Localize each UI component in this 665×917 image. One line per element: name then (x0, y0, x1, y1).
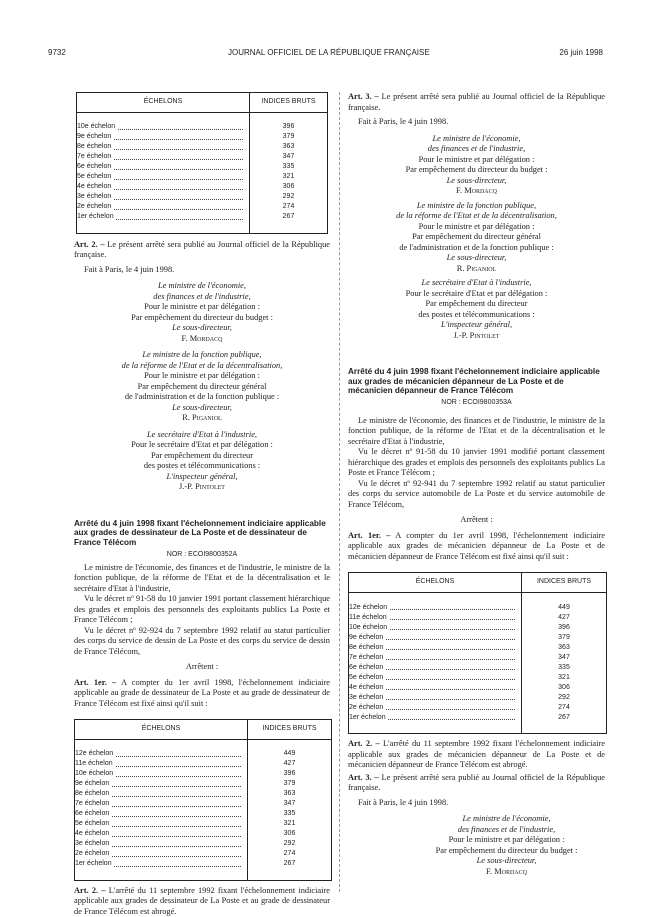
journal-title: JOURNAL OFFICIEL DE LA RÉPUBLIQUE FRANÇAISE (228, 48, 430, 57)
indice-value: 363 (248, 790, 332, 800)
signature-line: des finances et de l'industrie, (153, 291, 251, 301)
indice-value: 347 (250, 153, 328, 163)
indice-value: 335 (248, 810, 332, 820)
echelon-label: 4e échelon (75, 830, 110, 838)
table-row (77, 193, 327, 203)
visa-paragraph: Vu le décret nº 92-924 du 7 septembre 1992 relatif au statut particulier des corps du service de dessin de La Poste et des corps du service de dessin de France Télécom, (74, 625, 330, 656)
signature-line: R. Piganiol (182, 413, 222, 423)
table-row (349, 633, 606, 643)
echelon-cell (75, 810, 248, 820)
visa-paragraph: Vu le décret nº 92-941 du 7 septembre 1992 relatif au statut particulier des corps du service automobile de La Poste et du service automobile de France Télécom, (348, 478, 605, 509)
table-row (77, 203, 327, 213)
echelon-label: 3e échelon (75, 840, 110, 848)
signature-economie (74, 281, 330, 344)
visa-paragraph: Vu le décret nº 91-58 du 10 janvier 1991 modifié portant classement hiérarchique des grades et emplois des personnels des exploitants publics La Poste et France Télécom ; (348, 447, 605, 478)
article-1 (74, 678, 330, 710)
signature-line: Pour le ministre et par délégation : (144, 302, 260, 312)
indice-value: 274 (248, 850, 332, 860)
article-label: Art. 2. – (348, 739, 380, 749)
echelon-label: 8e échelon (75, 790, 110, 798)
signature-line: des finances et de l'industrie, (427, 144, 526, 153)
signature-line: Pour le ministre et par délégation : (418, 154, 535, 164)
table-row (75, 850, 331, 860)
signature-line: Pour le secrétaire d'Etat et par délégation : (131, 440, 273, 450)
article-label: Art. 3. – (348, 772, 379, 782)
indice-value: 274 (250, 203, 328, 213)
indice-value: 267 (248, 860, 332, 870)
echelon-label: 5e échelon (77, 173, 112, 181)
signature-line: Pour le ministre et par délégation : (144, 371, 260, 381)
signature-line: Par empêchement du directeur général (412, 232, 541, 241)
table-row (77, 153, 327, 163)
table-row (349, 653, 606, 663)
page-number: 9732 (48, 48, 66, 57)
echelon-cell (77, 213, 250, 223)
indice-value: 306 (522, 683, 607, 693)
echelon-cell (75, 840, 248, 850)
echelon-label: 2e échelon (77, 203, 112, 211)
echelon-label: 1er échelon (349, 713, 386, 721)
table-row (75, 840, 331, 850)
signature-line: F. Mordacq (486, 866, 527, 876)
echelon-cell (77, 173, 250, 183)
echelon-cell (77, 163, 250, 173)
table-row (77, 173, 327, 183)
signature-line: Le sous-directeur, (476, 856, 537, 866)
echelon-label: 6e échelon (349, 663, 384, 671)
table-row (349, 683, 606, 693)
echelon-cell (75, 800, 248, 810)
signature-line: Par empêchement du directeur du budget : (435, 845, 578, 855)
echelon-cell (77, 183, 250, 193)
echelon-label: 1er échelon (75, 860, 112, 868)
signature-line: L'inspecteur général, (440, 320, 513, 329)
echelon-label: 9e échelon (77, 133, 112, 141)
preamble-paragraph: Le ministre de l'économie, des finances et de l'industrie, le ministre de la fonction publique, de la réforme de l'Etat et de la décentralisation et le secrétaire d'Etat à l'industrie, (74, 562, 330, 593)
table-row (77, 123, 327, 133)
nor-reference: NOR : ECOI9800352A (166, 550, 238, 558)
echelon-cell (75, 770, 248, 780)
table-row (349, 623, 606, 633)
table-row (75, 830, 331, 840)
signature-line: de la réforme de l'Etat et de la décentralisation, (121, 360, 283, 370)
article-text: L'arrêté du 11 septembre 1992 fixant l'échelonnement indiciaire applicable aux grades de dessinateur de La Poste et au grade de dessinateur de France Télécom est abrogé. (74, 885, 330, 916)
table-row (77, 183, 327, 193)
article-text: Le présent arrêté sera publié au Journal officiel de la République française. (348, 92, 606, 112)
indice-value: 321 (250, 173, 328, 183)
indice-value: 396 (248, 770, 332, 780)
table-row (75, 820, 331, 830)
signature-line: Le secrétaire d'Etat à l'industrie, (146, 429, 258, 439)
echelon-label: 3e échelon (349, 693, 384, 701)
indice-value: 427 (522, 613, 607, 623)
arrete-title: Arrêté du 4 juin 1998 fixant l'échelonnement indiciaire applicable aux grades de dessinateur de La Poste et de dessinateur de France Télécom (74, 518, 326, 548)
table-row (349, 663, 606, 673)
echelon-label: 5e échelon (349, 673, 384, 681)
echelon-label: 8e échelon (77, 143, 112, 151)
signature-line: des finances et de l'industrie, (457, 824, 556, 834)
article-text: Le présent arrêté sera publié au Journal officiel de la République française. (348, 772, 606, 793)
echelon-table-3 (348, 572, 607, 734)
table-row (75, 810, 331, 820)
echelon-cell (349, 663, 522, 673)
table-row (75, 750, 331, 760)
article-label: Art. 1er. – (74, 677, 117, 687)
signature-line: J.-P. Pintolet (453, 330, 500, 340)
echelon-label: 12e échelon (349, 603, 388, 611)
indice-value: 427 (248, 760, 332, 770)
indice-value: 363 (522, 643, 607, 653)
echelon-label: 4e échelon (77, 183, 112, 191)
table-header-echelons: ÉCHELONS (349, 573, 522, 592)
article-text: A compter du 1er avril 1998, l'échelonnement indiciaire applicable aux grades de mécanicien dépanneur de La Poste et de mécanicien dépanneur de France Télécom est fixé ainsi qu'il suit : (348, 530, 605, 561)
signature-line: Par empêchement du directeur général (137, 381, 267, 391)
table-row (349, 643, 606, 653)
signature-line: Par empêchement du directeur (425, 299, 528, 308)
indice-value: 363 (250, 143, 328, 153)
signature-line: Le sous-directeur, (446, 253, 507, 262)
echelon-cell (77, 123, 250, 133)
signature-line: Le ministre de l'économie, (462, 814, 551, 824)
signature-secretaire-etat (74, 430, 330, 493)
echelon-label: 7e échelon (77, 153, 112, 161)
table-row (75, 800, 331, 810)
article-2 (74, 240, 330, 261)
echelon-cell (77, 203, 250, 213)
indice-value: 396 (522, 623, 607, 633)
article-3 (348, 92, 605, 113)
indice-value: 321 (522, 673, 607, 683)
echelon-cell (75, 830, 248, 840)
indice-value: 379 (250, 133, 328, 143)
echelon-table-1 (76, 92, 328, 234)
signature-fonction-publique (74, 350, 330, 424)
echelon-label: 4e échelon (349, 683, 384, 691)
echelon-label: 10e échelon (349, 623, 388, 631)
signature-line: de l'administration et de la fonction publique : (399, 242, 554, 252)
echelon-cell (349, 713, 522, 723)
signature-line: Par empêchement du directeur (150, 450, 254, 460)
signature-line: Le ministre de l'économie, (157, 281, 246, 291)
table-row (75, 780, 331, 790)
echelon-label: 6e échelon (75, 810, 110, 818)
echelon-table-2 (74, 719, 332, 881)
signature-line: des postes et télécommunications : (143, 461, 261, 471)
article-text: A compter du 1er avril 1998, l'échelonnement indiciaire applicable au grade de dessinateur de La Poste et au grade de dessinateur de France Télécom est fixé ainsi qu'il suit : (74, 677, 330, 708)
echelon-cell (77, 153, 250, 163)
arretent: Arrêtent : (185, 662, 219, 672)
signature-economie-final (408, 814, 605, 877)
echelon-cell (349, 633, 522, 643)
echelon-cell (349, 703, 522, 713)
indice-value: 292 (522, 693, 607, 703)
signature-line: Le sous-directeur, (172, 402, 232, 412)
signature-line: de la réforme de l'Etat et de la décentralisation, (396, 211, 557, 220)
echelon-cell (349, 673, 522, 683)
signature-line: R. Piganiol (456, 263, 497, 273)
echelon-cell (77, 193, 250, 203)
table-header-indices: INDICES BRUTS (248, 720, 332, 739)
indice-value: 347 (522, 653, 607, 663)
indice-value: 267 (250, 213, 328, 223)
indice-value: 274 (522, 703, 607, 713)
echelon-cell (75, 780, 248, 790)
indice-value: 321 (248, 820, 332, 830)
fait-a-paris: Fait à Paris, le 4 juin 1998. (358, 797, 449, 807)
article-1 (348, 531, 605, 563)
signature-line: Le ministre de l'économie, (432, 133, 521, 143)
signature-line: F. Mordacq (456, 186, 497, 195)
indice-value: 379 (522, 633, 607, 643)
article-label: Art. 2. – (74, 239, 105, 249)
indice-value: 292 (248, 840, 332, 850)
article-2-abrogation (74, 886, 330, 917)
echelon-label: 2e échelon (349, 703, 384, 711)
echelon-label: 12e échelon (75, 750, 114, 758)
indice-value: 449 (248, 750, 332, 760)
echelon-label: 1er échelon (77, 213, 114, 221)
echelon-cell (349, 683, 522, 693)
table-header-indices: INDICES BRUTS (522, 573, 607, 592)
table-row (77, 163, 327, 173)
indice-value: 335 (522, 663, 607, 673)
echelon-label: 2e échelon (75, 850, 110, 858)
echelon-label: 6e échelon (77, 163, 112, 171)
article-label: Art. 3. – (348, 92, 379, 101)
article-text: Le présent arrêté sera publié au Journal officiel de la République française. (74, 239, 330, 260)
article-3-publication (348, 773, 605, 794)
echelon-cell (77, 143, 250, 153)
indice-value: 292 (250, 193, 328, 203)
table-row (75, 770, 331, 780)
article-2-abrogation (348, 739, 605, 771)
signature-line: L'inspecteur général, (166, 471, 238, 481)
echelon-label: 9e échelon (75, 780, 110, 788)
echelon-label: 7e échelon (349, 653, 384, 661)
indice-value: 379 (248, 780, 332, 790)
echelon-cell (77, 133, 250, 143)
indice-value: 267 (522, 713, 607, 723)
article-label: Art. 1er. – (348, 530, 391, 540)
right-column (348, 92, 605, 877)
echelon-cell (349, 603, 522, 613)
echelon-label: 7e échelon (75, 800, 110, 808)
table-row (349, 693, 606, 703)
table-row (75, 860, 331, 870)
signature-line: Pour le ministre et par délégation : (418, 221, 535, 231)
echelon-cell (75, 850, 248, 860)
echelon-label: 11e échelon (75, 760, 113, 768)
indice-value: 306 (250, 183, 328, 193)
echelon-cell (349, 613, 522, 623)
table-header-echelons: ÉCHELONS (77, 93, 250, 112)
table-row (75, 760, 331, 770)
table-header-indices: INDICES BRUTS (250, 93, 328, 112)
table-row (77, 213, 327, 223)
issue-date: 26 juin 1998 (559, 48, 603, 57)
signature-line: Pour le secrétaire d'Etat et par délégation : (405, 288, 548, 298)
table-row (349, 603, 606, 613)
signature-economie (348, 134, 605, 197)
table-row (349, 613, 606, 623)
indice-value: 335 (250, 163, 328, 173)
signature-line: Le secrétaire d'Etat à l'industrie, (421, 278, 532, 287)
echelon-cell (349, 643, 522, 653)
echelon-cell (349, 653, 522, 663)
echelon-label: 3e échelon (77, 193, 112, 201)
echelon-cell (75, 750, 248, 760)
indice-value: 449 (522, 603, 607, 613)
arrete-title: Arrêté du 4 juin 1998 fixant l'échelonnement indiciaire applicable aux grades de mécanicien dépanneur de La Poste et de mécanicien dépanneur de France Télécom (348, 367, 600, 396)
echelon-cell (75, 760, 248, 770)
table-row (349, 713, 606, 723)
signature-line: Le sous-directeur, (446, 175, 507, 185)
signature-secretaire-etat (348, 278, 605, 341)
signature-line: Par empêchement du directeur du budget : (131, 312, 273, 322)
article-label: Art. 2. – (74, 885, 106, 895)
preamble-paragraph: Le ministre de l'économie, des finances et de l'industrie, le ministre de la fonction publique, de la réforme de l'Etat et de la décentralisation et le secrétaire d'Etat à l'industrie, (348, 415, 605, 446)
signature-line: J.-P. Pintolet (179, 482, 225, 492)
echelon-cell (349, 693, 522, 703)
page-header (48, 48, 603, 62)
signature-line: Pour le ministre et par délégation : (448, 835, 565, 845)
left-column (74, 92, 330, 917)
signature-line: Le sous-directeur, (172, 323, 232, 333)
echelon-cell (75, 820, 248, 830)
signature-line: Le ministre de la fonction publique, (416, 200, 537, 210)
signature-line: Par empêchement du directeur du budget : (405, 165, 548, 174)
echelon-cell (349, 623, 522, 633)
table-header-echelons: ÉCHELONS (75, 720, 248, 739)
signature-fonction-publique (348, 201, 605, 275)
fait-a-paris: Fait à Paris, le 4 juin 1998. (84, 264, 175, 274)
table-row (349, 703, 606, 713)
article-text: L'arrêté du 11 septembre 1992 fixant l'échelonnement indiciaire applicable aux grades de mécanicien dépanneur de La Poste et de mécanicien dépanneur de France Télécom est abrogé. (348, 739, 605, 770)
echelon-label: 10e échelon (75, 770, 114, 778)
echelon-cell (75, 790, 248, 800)
column-divider (339, 92, 340, 892)
table-row (77, 133, 327, 143)
indice-value: 306 (248, 830, 332, 840)
table-row (77, 143, 327, 153)
signature-line: des postes et télécommunications : (418, 309, 535, 319)
fait-a-paris: Fait à Paris, le 4 juin 1998. (358, 117, 449, 126)
echelon-label: 9e échelon (349, 633, 384, 641)
indice-value: 347 (248, 800, 332, 810)
echelon-label: 11e échelon (349, 613, 387, 621)
echelon-label: 10e échelon (77, 123, 116, 131)
arretent: Arrêtent : (460, 515, 493, 525)
echelon-label: 8e échelon (349, 643, 384, 651)
nor-reference: NOR : ECOI9800353A (441, 399, 512, 407)
echelon-label: 5e échelon (75, 820, 110, 828)
echelon-cell (75, 860, 248, 870)
table-row (75, 790, 331, 800)
indice-value: 396 (250, 123, 328, 133)
table-row (349, 673, 606, 683)
signature-line: de l'administration et de la fonction publique : (124, 392, 280, 402)
signature-line: Le ministre de la fonction publique, (142, 350, 262, 360)
visa-paragraph: Vu le décret nº 91-58 du 10 janvier 1991 portant classement hiérarchique des grades et emplois des personnels des exploitants publics La Poste et France Télécom ; (74, 594, 330, 625)
signature-line: F. Mordacq (181, 333, 223, 343)
